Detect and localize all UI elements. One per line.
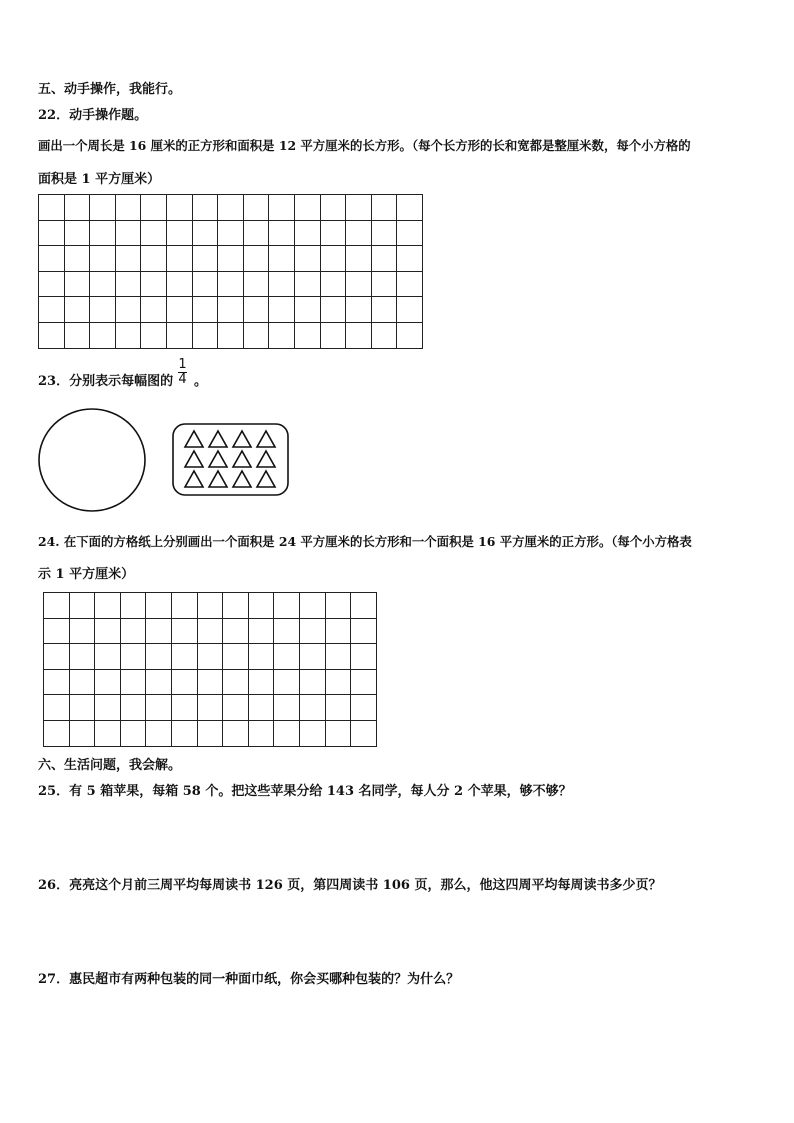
grid-row	[39, 297, 423, 323]
grid-cell[interactable]	[274, 644, 300, 670]
grid-cell[interactable]	[294, 297, 320, 323]
grid-cell[interactable]	[146, 720, 172, 746]
grid-cell[interactable]	[223, 695, 249, 721]
grid-cell[interactable]	[397, 195, 423, 221]
grid-cell[interactable]	[223, 720, 249, 746]
grid-cell[interactable]	[64, 220, 90, 246]
grid-cell[interactable]	[351, 720, 377, 746]
grid-cell[interactable]	[69, 618, 95, 644]
grid-cell[interactable]	[325, 644, 351, 670]
grid-cell[interactable]	[197, 669, 223, 695]
grid-cell[interactable]	[90, 322, 116, 348]
grid-cell[interactable]	[269, 220, 295, 246]
q22-title: 22．动手操作题。	[38, 108, 148, 123]
grid-cell[interactable]	[171, 618, 197, 644]
grid-cell[interactable]	[39, 246, 65, 272]
grid-cell[interactable]	[115, 297, 141, 323]
grid-cell[interactable]	[120, 618, 146, 644]
grid-cell[interactable]	[351, 669, 377, 695]
grid-cell[interactable]	[294, 220, 320, 246]
triangle-shape	[209, 471, 227, 487]
grid-row	[44, 618, 377, 644]
grid-cell[interactable]	[90, 195, 116, 221]
grid-cell[interactable]	[120, 593, 146, 619]
grid-cell[interactable]	[39, 297, 65, 323]
grid-cell[interactable]	[115, 246, 141, 272]
grid-cell[interactable]	[248, 618, 274, 644]
grid-cell[interactable]	[69, 644, 95, 670]
grid-cell[interactable]	[346, 271, 372, 297]
grid-cell[interactable]	[115, 322, 141, 348]
grid-cell[interactable]	[141, 297, 167, 323]
grid-cell[interactable]	[69, 695, 95, 721]
grid-row	[39, 195, 423, 221]
grid-cell[interactable]	[371, 220, 397, 246]
grid-cell[interactable]	[274, 669, 300, 695]
grid-cell[interactable]	[320, 322, 346, 348]
grid-cell[interactable]	[90, 297, 116, 323]
grid-cell[interactable]	[39, 322, 65, 348]
grid-cell[interactable]	[64, 297, 90, 323]
grid-cell[interactable]	[320, 220, 346, 246]
grid-cell[interactable]	[64, 322, 90, 348]
grid-cell[interactable]	[141, 322, 167, 348]
grid-cell[interactable]	[269, 246, 295, 272]
grid-cell[interactable]	[218, 322, 244, 348]
grid-cell[interactable]	[351, 644, 377, 670]
q22-text-line1: 画出一个周长是 16 厘米的正方形和面积是 12 平方厘米的长方形。（每个长方形的长和宽都是整厘米数，每个小方格的	[38, 138, 691, 153]
grid-cell[interactable]	[197, 618, 223, 644]
circle-shape	[39, 409, 145, 511]
grid-cell[interactable]	[95, 669, 121, 695]
triangle-shape	[185, 431, 203, 447]
grid-cell[interactable]	[223, 593, 249, 619]
grid-cell[interactable]	[248, 593, 274, 619]
grid-cell[interactable]	[146, 695, 172, 721]
section6-heading: 六、生活问题，我会解。	[38, 758, 182, 773]
grid-row	[39, 322, 423, 348]
grid-cell[interactable]	[64, 246, 90, 272]
grid-cell[interactable]	[120, 720, 146, 746]
grid-row	[44, 669, 377, 695]
grid-cell[interactable]	[192, 246, 218, 272]
grid-cell[interactable]	[294, 271, 320, 297]
grid-cell[interactable]	[69, 720, 95, 746]
grid-cell[interactable]	[39, 195, 65, 221]
grid-cell[interactable]	[44, 644, 70, 670]
grid-cell[interactable]	[269, 297, 295, 323]
grid-cell[interactable]	[397, 322, 423, 348]
grid-cell[interactable]	[299, 669, 325, 695]
grid-cell[interactable]	[95, 593, 121, 619]
grid-cell[interactable]	[351, 695, 377, 721]
grid-cell[interactable]	[299, 644, 325, 670]
grid-cell[interactable]	[120, 669, 146, 695]
grid-row	[44, 695, 377, 721]
grid-cell[interactable]	[166, 271, 192, 297]
grid-row	[44, 593, 377, 619]
grid-row	[39, 220, 423, 246]
grid-cell[interactable]	[243, 322, 269, 348]
grid-cell[interactable]	[95, 618, 121, 644]
grid-cell[interactable]	[120, 695, 146, 721]
grid-cell[interactable]	[192, 220, 218, 246]
grid-cell[interactable]	[243, 297, 269, 323]
grid-cell[interactable]	[397, 220, 423, 246]
grid-cell[interactable]	[171, 695, 197, 721]
grid-cell[interactable]	[90, 220, 116, 246]
grid-cell[interactable]	[346, 220, 372, 246]
grid-cell[interactable]	[243, 220, 269, 246]
grid-cell[interactable]	[371, 246, 397, 272]
grid-cell[interactable]	[320, 297, 346, 323]
grid-cell[interactable]	[166, 246, 192, 272]
grid-cell[interactable]	[171, 720, 197, 746]
grid-cell[interactable]	[44, 669, 70, 695]
grid-row	[44, 720, 377, 746]
q23-suffix: 。	[194, 374, 208, 389]
grid-cell[interactable]	[218, 271, 244, 297]
triangle-shape	[233, 471, 251, 487]
q23-prefix: 23．分别表示每幅图的	[38, 374, 174, 389]
grid-cell[interactable]	[269, 271, 295, 297]
q27-text: 27．惠民超市有两种包装的同一种面巾纸，你会买哪种包装的？为什么？	[38, 972, 460, 987]
grid-cell[interactable]	[294, 195, 320, 221]
grid-cell[interactable]	[218, 297, 244, 323]
grid-cell[interactable]	[44, 720, 70, 746]
grid-cell[interactable]	[44, 695, 70, 721]
grid-cell[interactable]	[346, 195, 372, 221]
grid-cell[interactable]	[141, 271, 167, 297]
q26-text: 26．亮亮这个月前三周平均每周读书 126 页，第四周读书 106 页，那么，他这四周平均每周读书多少页？	[38, 878, 662, 893]
grid-cell[interactable]	[90, 271, 116, 297]
grid-cell[interactable]	[371, 297, 397, 323]
grid-cell[interactable]	[115, 195, 141, 221]
grid-cell[interactable]	[223, 644, 249, 670]
grid-cell[interactable]	[223, 669, 249, 695]
grid-cell[interactable]	[44, 593, 70, 619]
grid-cell[interactable]	[274, 720, 300, 746]
grid-cell[interactable]	[166, 297, 192, 323]
triangle-shape	[209, 451, 227, 467]
grid-cell[interactable]	[146, 618, 172, 644]
grid-cell[interactable]	[197, 720, 223, 746]
grid-cell[interactable]	[115, 220, 141, 246]
grid-cell[interactable]	[274, 695, 300, 721]
q24-grid-paper[interactable]	[43, 592, 377, 747]
grid-cell[interactable]	[39, 220, 65, 246]
grid-cell[interactable]	[320, 195, 346, 221]
section5-heading: 五、动手操作，我能行。	[38, 82, 182, 97]
triangle-shape	[257, 431, 275, 447]
grid-cell[interactable]	[325, 618, 351, 644]
grid-cell[interactable]	[299, 618, 325, 644]
grid-cell[interactable]	[243, 195, 269, 221]
q22-text-line2: 面积是 1 平方厘米）	[38, 172, 161, 187]
grid-cell[interactable]	[346, 322, 372, 348]
grid-cell[interactable]	[69, 593, 95, 619]
grid-cell[interactable]	[166, 195, 192, 221]
grid-cell[interactable]	[197, 593, 223, 619]
grid-row	[39, 246, 423, 272]
grid-cell[interactable]	[294, 246, 320, 272]
q23-prompt	[38, 370, 173, 389]
grid-row	[44, 644, 377, 670]
grid-cell[interactable]	[397, 246, 423, 272]
grid-cell[interactable]	[120, 644, 146, 670]
grid-cell[interactable]	[294, 322, 320, 348]
grid-cell[interactable]	[39, 271, 65, 297]
grid-cell[interactable]	[192, 297, 218, 323]
grid-cell[interactable]	[397, 271, 423, 297]
q23-fraction-denominator: 4	[178, 372, 187, 387]
q23-fraction	[178, 358, 187, 387]
triangle-shape	[233, 451, 251, 467]
triangle-shape	[233, 431, 251, 447]
grid-cell[interactable]	[218, 220, 244, 246]
triangle-shape	[185, 451, 203, 467]
grid-cell[interactable]	[243, 271, 269, 297]
q23-triangles-figure[interactable]	[172, 423, 290, 497]
grid-cell[interactable]	[166, 220, 192, 246]
grid-cell[interactable]	[269, 195, 295, 221]
grid-cell[interactable]	[274, 593, 300, 619]
grid-cell[interactable]	[346, 297, 372, 323]
grid-cell[interactable]	[192, 195, 218, 221]
grid-cell[interactable]	[141, 195, 167, 221]
q24-text-line2: 示 1 平方厘米）	[38, 567, 135, 582]
grid-cell[interactable]	[248, 695, 274, 721]
grid-cell[interactable]	[146, 593, 172, 619]
grid-cell[interactable]	[171, 669, 197, 695]
grid-cell[interactable]	[320, 271, 346, 297]
grid-cell[interactable]	[146, 669, 172, 695]
grid-row	[39, 271, 423, 297]
grid-cell[interactable]	[192, 271, 218, 297]
grid-cell[interactable]	[171, 644, 197, 670]
q23-circle-figure[interactable]	[36, 406, 148, 514]
grid-cell[interactable]	[248, 720, 274, 746]
grid-cell[interactable]	[371, 322, 397, 348]
grid-cell[interactable]	[299, 720, 325, 746]
triangle-shape	[257, 451, 275, 467]
grid-cell[interactable]	[269, 322, 295, 348]
grid-cell[interactable]	[197, 644, 223, 670]
grid-cell[interactable]	[95, 644, 121, 670]
grid-cell[interactable]	[299, 593, 325, 619]
grid-cell[interactable]	[248, 669, 274, 695]
q23-fraction-numerator: 1	[178, 357, 187, 372]
grid-cell[interactable]	[64, 195, 90, 221]
grid-cell[interactable]	[171, 593, 197, 619]
grid-cell[interactable]	[351, 593, 377, 619]
q22-grid-paper[interactable]	[38, 194, 423, 349]
grid-cell[interactable]	[325, 720, 351, 746]
grid-cell[interactable]	[320, 246, 346, 272]
triangle-shape	[185, 471, 203, 487]
triangle-shape	[257, 471, 275, 487]
q25-text: 25．有 5 箱苹果，每箱 58 个。把这些苹果分给 143 名同学，每人分 2 个苹果，够不够？	[38, 784, 572, 799]
grid-cell[interactable]	[397, 297, 423, 323]
grid-cell[interactable]	[197, 695, 223, 721]
grid-cell[interactable]	[95, 720, 121, 746]
grid-cell[interactable]	[325, 695, 351, 721]
grid-cell[interactable]	[44, 618, 70, 644]
grid-cell[interactable]	[141, 220, 167, 246]
grid-cell[interactable]	[218, 195, 244, 221]
grid-cell[interactable]	[218, 246, 244, 272]
grid-cell[interactable]	[141, 246, 167, 272]
grid-cell[interactable]	[243, 246, 269, 272]
grid-cell[interactable]	[351, 618, 377, 644]
grid-cell[interactable]	[166, 322, 192, 348]
grid-cell[interactable]	[192, 322, 218, 348]
grid-cell[interactable]	[69, 669, 95, 695]
grid-cell[interactable]	[223, 618, 249, 644]
grid-cell[interactable]	[325, 593, 351, 619]
grid-cell[interactable]	[146, 644, 172, 670]
grid-cell[interactable]	[371, 195, 397, 221]
q24-text-line1: 24. 在下面的方格纸上分别画出一个面积是 24 平方厘米的长方形和一个面积是 16 平方厘米的正方形。（每个小方格表	[38, 534, 692, 549]
grid-cell[interactable]	[64, 271, 90, 297]
grid-cell[interactable]	[371, 271, 397, 297]
triangle-shape	[209, 431, 227, 447]
grid-cell[interactable]	[346, 246, 372, 272]
grid-cell[interactable]	[90, 246, 116, 272]
grid-cell[interactable]	[248, 644, 274, 670]
grid-cell[interactable]	[115, 271, 141, 297]
grid-cell[interactable]	[95, 695, 121, 721]
grid-cell[interactable]	[274, 618, 300, 644]
grid-cell[interactable]	[299, 695, 325, 721]
grid-cell[interactable]	[325, 669, 351, 695]
